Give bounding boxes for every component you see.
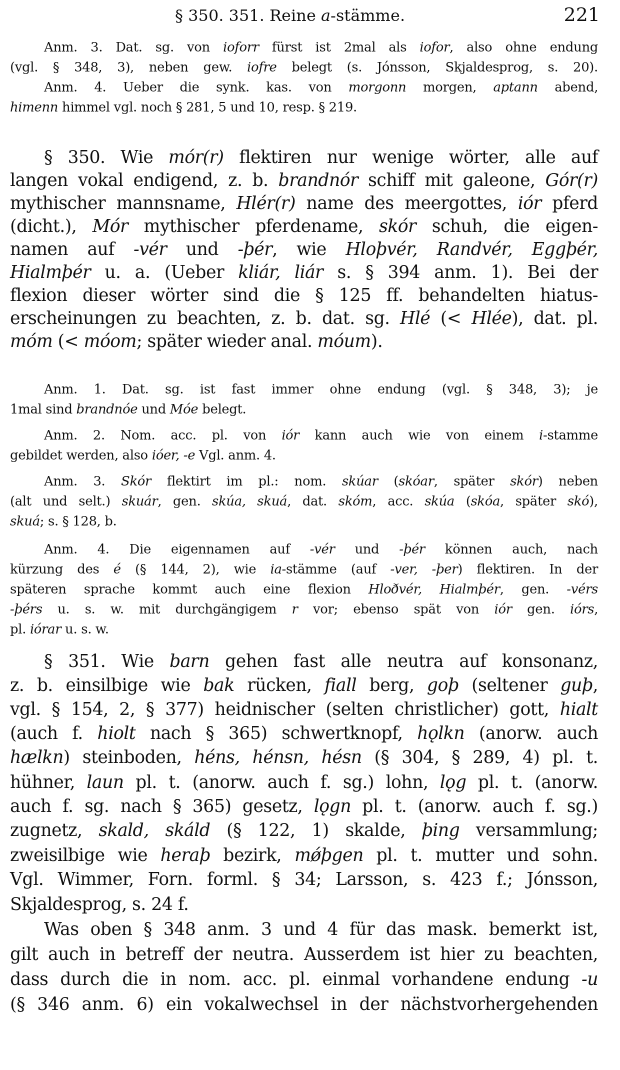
italic-term: aptann	[493, 80, 538, 96]
text-line	[10, 563, 598, 578]
text-run: 1mal sind	[10, 402, 77, 418]
italic-term: Hlé	[400, 309, 431, 329]
italic-term: -vér	[309, 542, 335, 558]
text-run: erscheinungen zu beachten, z. b. dat. sg.	[10, 309, 401, 329]
italic-term: -u	[581, 970, 598, 990]
italic-term: brandnór	[278, 171, 359, 191]
italic-term: móum	[317, 332, 371, 352]
text-run: (anorw. auch	[464, 724, 599, 744]
italic-term: kliár, liár	[238, 263, 324, 283]
italic-term: mǿþgen	[294, 846, 364, 866]
text-run: -stämme (auf	[281, 562, 391, 578]
text-run: bezirk,	[210, 846, 295, 866]
italic-term: héns, hénsn, hésn	[194, 748, 362, 768]
text-run: zweisilbige wie	[10, 846, 161, 866]
text-line	[44, 543, 598, 558]
text-run: u. s. w. mit durchgängigem	[42, 602, 292, 618]
text-run: , also ohne endung	[449, 40, 598, 56]
text-run: , acc.	[372, 494, 425, 510]
text-run: Skjaldesprog, s. 24 f.	[10, 895, 189, 915]
italic-term: hialt	[559, 700, 598, 720]
italic-term: skuár	[121, 494, 158, 510]
text-run: nach § 365) schwertknopf,	[135, 724, 418, 744]
text-run: flektirt im pl.: nom.	[151, 474, 342, 490]
text-line	[44, 920, 598, 940]
text-run: § 351. Wie	[44, 652, 170, 672]
italic-term: hǫlkn	[417, 724, 465, 744]
text-run: (§ 122, 1) skalde,	[210, 821, 422, 841]
text-run: (vgl. § 348, 3), neben gew.	[10, 60, 248, 76]
text-run: namen auf	[10, 240, 134, 260]
italic-term: Hlér(r)	[236, 194, 296, 214]
italic-term: skóar	[398, 474, 434, 490]
italic-term: skúa	[424, 494, 455, 510]
text-run: , gen.	[499, 582, 567, 598]
text-run: gebildet werden, also	[10, 448, 152, 464]
text-line	[44, 652, 598, 672]
text-line	[10, 583, 598, 598]
text-run: Anm. 4. Die eigennamen auf	[44, 542, 310, 558]
text-line	[10, 263, 598, 283]
italic-term: skuá	[10, 514, 40, 530]
italic-term: fiall	[324, 676, 357, 696]
text-line	[10, 286, 598, 306]
text-line	[44, 429, 598, 444]
text-run: gen.	[511, 602, 570, 618]
italic-term: goþ	[426, 676, 459, 696]
text-run: pl. t. (anorw.	[466, 773, 598, 793]
italic-term: iór	[494, 602, 512, 618]
text-run: und	[334, 542, 400, 558]
italic-term: iofre	[247, 60, 277, 76]
text-run: ; s. § 128, b.	[39, 514, 117, 530]
text-run: Was oben § 348 anm. 3 und 4 für das mask. bemerkt ist,	[44, 920, 598, 940]
text-run: ) neben	[537, 474, 598, 490]
text-line	[10, 449, 598, 464]
text-run: belegt.	[198, 402, 247, 418]
text-line	[44, 475, 598, 490]
text-run: Vgl. anm. 4.	[195, 448, 276, 464]
text-line	[10, 748, 598, 768]
title-text-end: -stämme.	[330, 6, 406, 25]
text-run: zugnetz,	[10, 821, 99, 841]
text-run: kürzung des	[10, 562, 114, 578]
text-line	[10, 403, 598, 418]
text-line	[10, 797, 598, 817]
text-run: (	[377, 474, 399, 490]
text-run: Anm. 1. Dat. sg. ist fast immer ohne endung (vgl. § 348, 3); je	[44, 382, 598, 398]
italic-term: -vérs	[566, 582, 598, 598]
text-line	[10, 724, 598, 744]
italic-term: Hloþvér, Randvér, Eggþér,	[345, 240, 598, 260]
text-run: (§ 304, § 289, 4) pl. t.	[361, 748, 598, 768]
italic-term: skór	[510, 474, 538, 490]
text-run: pl. t. mutter und sohn.	[363, 846, 598, 866]
italic-term: -vér	[133, 240, 167, 260]
italic-term: skór	[379, 217, 417, 237]
italic-term: mór(r)	[168, 148, 224, 168]
text-line	[10, 676, 598, 696]
title-text: § 350. 351. Reine	[175, 6, 321, 25]
italic-term: ióer, -e	[151, 448, 196, 464]
text-run: hühner,	[10, 773, 87, 793]
text-line	[10, 603, 598, 618]
italic-term: iór	[281, 428, 300, 444]
text-run: (<	[430, 309, 472, 329]
italic-term: -þérs	[10, 602, 43, 618]
text-run: vgl. § 154, 2, § 377) heidnischer (selten christlicher) gott,	[10, 700, 560, 720]
text-run: (alt und selt.)	[10, 494, 122, 510]
text-run: name des meergottes,	[295, 194, 518, 214]
text-run: späteren sprache kommt auch eine flexion	[10, 582, 369, 598]
italic-term: móom	[83, 332, 137, 352]
text-run: § 350. Wie	[44, 148, 169, 168]
text-line	[10, 332, 598, 352]
text-run: belegt (s. Jónsson, Skjaldesprog, s. 20).	[276, 60, 598, 76]
italic-term: Hlée	[471, 309, 512, 329]
text-run: (	[454, 494, 471, 510]
text-run: Vgl. Wimmer, Forn. forml. § 34; Larsson, s. 423 f.; Jónsson,	[10, 870, 598, 890]
title-italic: a	[321, 6, 331, 25]
text-run: (auch f.	[10, 724, 98, 744]
text-run: z. b. einsilbige wie	[10, 676, 204, 696]
text-run: fürst ist 2mal als	[258, 40, 420, 56]
text-line	[10, 623, 598, 638]
text-line	[10, 773, 598, 793]
text-line	[10, 61, 598, 76]
text-line	[10, 945, 598, 965]
text-run: rücken,	[234, 676, 325, 696]
italic-term: iórs	[569, 602, 595, 618]
text-run: ,	[594, 602, 598, 618]
text-run: ), dat. pl.	[511, 309, 598, 329]
italic-term: Mór	[92, 217, 129, 237]
text-run: pferd	[541, 194, 598, 214]
text-line	[44, 148, 598, 168]
text-run: ; später wieder anal.	[136, 332, 318, 352]
italic-term: Gór(r)	[545, 171, 599, 191]
text-line	[10, 309, 598, 329]
text-line	[10, 515, 598, 530]
italic-term: skó	[567, 494, 590, 510]
italic-term: -þér	[399, 542, 425, 558]
text-run: ,	[592, 676, 599, 696]
italic-term: barn	[169, 652, 210, 672]
text-run: (dicht.),	[10, 217, 93, 237]
italic-term: hiolt	[97, 724, 136, 744]
text-run: und	[137, 402, 170, 418]
italic-term: r	[291, 602, 298, 618]
text-line	[10, 970, 598, 990]
text-run: Anm. 3. Dat. sg. von	[44, 40, 223, 56]
text-run: ),	[589, 494, 598, 510]
italic-term: Hloðvér, Hialmþér	[368, 582, 500, 598]
italic-term: é	[113, 562, 121, 578]
italic-term: i	[539, 428, 543, 444]
text-run: dass durch die in nom. acc. pl. einmal vorhandene endung	[10, 970, 582, 990]
text-run: abend,	[537, 80, 598, 96]
italic-term: laun	[86, 773, 124, 793]
text-line	[10, 194, 598, 214]
text-run: (§ 144, 2), wie	[120, 562, 271, 578]
italic-term: brandnóe	[76, 402, 138, 418]
italic-term: lǫgn	[313, 797, 351, 817]
text-run: mythischer pferdename,	[128, 217, 380, 237]
text-line	[10, 101, 598, 116]
italic-term: skúar	[341, 474, 378, 490]
italic-term: Skór	[121, 474, 152, 490]
text-run: , gen.	[157, 494, 213, 510]
text-run: vor; ebenso spät von	[297, 602, 495, 618]
italic-term: guþ	[560, 676, 593, 696]
italic-term: Hialmþér	[10, 263, 91, 283]
text-run: , wie	[272, 240, 346, 260]
text-run: , später	[433, 474, 511, 490]
text-line	[10, 171, 598, 191]
italic-term: þing	[421, 821, 460, 841]
text-run: kann auch wie von einem	[299, 428, 540, 444]
text-run: ) flektiren. In der	[457, 562, 599, 578]
text-run: langen vokal endigend, z. b.	[10, 171, 279, 191]
italic-term: iórar	[29, 622, 62, 638]
italic-term: iofor	[419, 40, 450, 56]
italic-term: hælkn	[10, 748, 64, 768]
text-run: flektiren nur wenige wörter, alle auf	[223, 148, 599, 168]
text-run: (§ 346 anm. 6) ein vokalwechsel in der nächstvorhergehenden	[10, 995, 598, 1015]
text-run: und	[166, 240, 238, 260]
italic-term: morgonn	[348, 80, 407, 96]
text-line	[44, 81, 598, 96]
text-run: s. § 394 anm. 1). Bei der	[323, 263, 598, 283]
text-line	[10, 700, 598, 720]
text-run: (<	[52, 332, 84, 352]
text-run: pl. t. (anorw. auch f. sg.) lohn,	[123, 773, 440, 793]
text-line	[10, 995, 598, 1015]
italic-term: ia	[270, 562, 282, 578]
text-line	[10, 217, 598, 237]
running-header	[0, 4, 620, 28]
text-line	[10, 895, 598, 915]
text-line	[10, 870, 598, 890]
text-run: himmel vgl. noch § 281, 5 und 10, resp. § 219.	[58, 100, 357, 116]
italic-term: skóm	[338, 494, 373, 510]
italic-term: móm	[10, 332, 53, 352]
italic-term: Móe	[169, 402, 199, 418]
italic-term: ioforr	[223, 40, 259, 56]
text-run: (seltener	[458, 676, 561, 696]
text-line	[10, 821, 598, 841]
text-run: können auch, nach	[424, 542, 598, 558]
running-title	[175, 6, 405, 25]
text-run: ) steinboden,	[63, 748, 195, 768]
italic-term: iór	[517, 194, 542, 214]
italic-term: -þér	[237, 240, 273, 260]
italic-term: lǫg	[439, 773, 467, 793]
text-run: , später	[500, 494, 568, 510]
italic-term: bak	[203, 676, 235, 696]
text-run: schiff mit galeone,	[358, 171, 546, 191]
text-run: gehen fast alle neutra auf konsonanz,	[209, 652, 598, 672]
text-line	[44, 383, 598, 398]
text-run: u. s. w.	[61, 622, 109, 638]
italic-term: skald, skáld	[98, 821, 211, 841]
text-run: ).	[370, 332, 383, 352]
text-run: Anm. 2. Nom. acc. pl. von	[44, 428, 282, 444]
text-run: , dat.	[287, 494, 339, 510]
text-run: pl. t. (anorw. auch f. sg.)	[350, 797, 598, 817]
italic-term: skúa, skuá	[212, 494, 288, 510]
text-run: u. a. (Ueber	[90, 263, 239, 283]
text-run: mythischer mannsname,	[10, 194, 237, 214]
text-run: -stamme	[543, 428, 598, 444]
text-run: berg,	[356, 676, 427, 696]
text-run: Anm. 4. Ueber die synk. kas. von	[44, 80, 349, 96]
text-run: auch f. sg. nach § 365) gesetz,	[10, 797, 314, 817]
text-line	[10, 846, 598, 866]
text-run: schuh, die eigen-	[416, 217, 598, 237]
text-run: gilt auch in betreff der neutra. Ausserdem ist hier zu beachten,	[10, 945, 598, 965]
text-run: Anm. 3.	[44, 474, 122, 490]
text-run: morgen,	[406, 80, 494, 96]
page-number: 221	[563, 4, 600, 26]
text-run: flexion dieser wörter sind die § 125 ff. behandelten hiatus-	[10, 286, 598, 306]
italic-term: skóa	[470, 494, 501, 510]
italic-term: himenn	[10, 100, 59, 116]
italic-term: -ver, -þer	[390, 562, 458, 578]
text-line	[10, 495, 598, 510]
italic-term: heraþ	[160, 846, 211, 866]
text-line	[44, 41, 598, 56]
text-run: pl.	[10, 622, 30, 638]
text-line	[10, 240, 598, 260]
text-run: versammlung;	[459, 821, 598, 841]
